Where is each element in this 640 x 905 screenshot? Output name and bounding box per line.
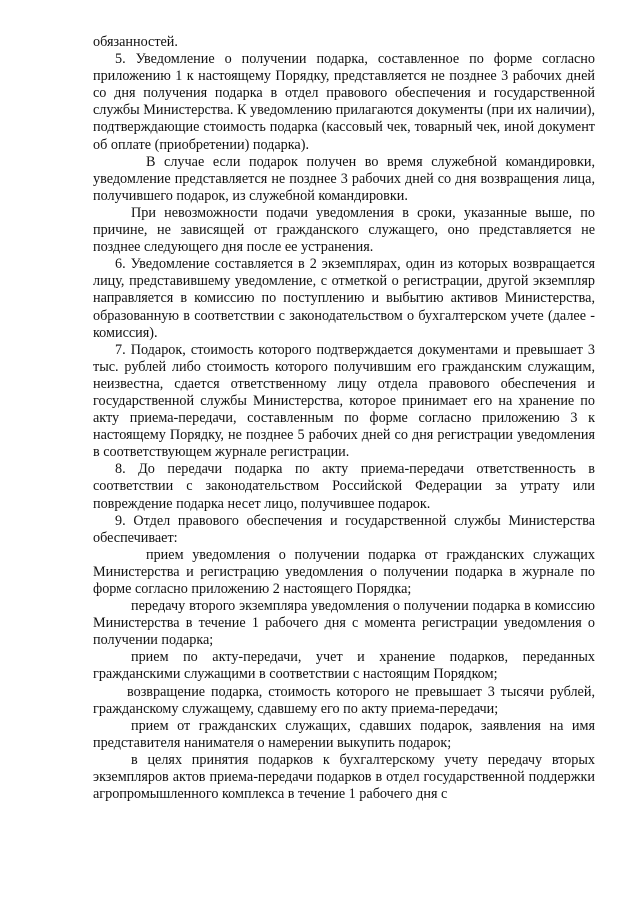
- list-item-buyout-application: прием от гражданских служащих, сдавших подарок, заявления на имя представителя нанимателя о намерении выкупить подарок;: [93, 717, 595, 751]
- paragraph-item-7: 7. Подарок, стоимость которого подтверждается документами и превышает 3 тыс. рублей либо стоимость которого получившим его гражданским служащим, неизвестна, сдается ответственному лицу отдела правового обеспечения и государственной службы Министерства, которое принимает его на хранение по акту приема-передачи, составленным по форме согласно приложению 3 к настоящему Порядку, не позднее 5 рабочих дней со дня регистрации уведомления в соответствующем журнале регистрации.: [93, 341, 595, 461]
- list-item-acceptance-storage: прием по акту-передачи, учет и хранение подарков, переданных гражданскими служащими в соответствии с настоящим Порядком;: [93, 649, 595, 683]
- paragraph-item-5: 5. Уведомление о получении подарка, составленное по форме согласно приложению 1 к настоящему Порядку, представляется не позднее 3 рабочих дней со дня получения подарка в отдел правового обеспечения и государственной службы Министерства. К уведомлению прилагаются документы (при их наличии), подтверждающие стоимость подарка (кассовый чек, товарный чек, иной документ об оплате (приобретении) подарка).: [93, 51, 595, 153]
- document-page: [93, 34, 595, 803]
- paragraph-continuation: обязанностей.: [93, 34, 178, 50]
- list-item-gift-return: возвращение подарка, стоимость которого не превышает 3 тысячи рублей, гражданскому служащему, сдавшему его по акту приема-передачи;: [93, 683, 595, 717]
- paragraph-item-6: 6. Уведомление составляется в 2 экземплярах, один из которых возвращается лицу, представившему уведомление, с отметкой о регистрации, другой экземпляр направляется в комиссию по поступлению и выбытию активов Министерства, образованную в соответствии с законодательством о бухгалтерском учете (далее - комиссия).: [93, 256, 595, 341]
- paragraph-impossibility: При невозможности подачи уведомления в сроки, указанные выше, по причине, не зависящей от гражданского служащего, оно представляется не позднее следующего дня после ее устранения.: [93, 204, 595, 256]
- paragraph-business-trip: В случае если подарок получен во время служебной командировки, уведомление представляется не позднее 3 рабочих дней со дня возвращения лица, получившего подарок, из служебной командировки.: [93, 153, 595, 204]
- list-item-accounting-transfer: в целях принятия подарков к бухгалтерскому учету передачу вторых экземпляров актов приема-передачи подарков в отдел государственной поддержки агропромышленного комплекса в течение 1 рабочего дня с: [93, 751, 595, 803]
- paragraph-item-8: 8. До передачи подарка по акту приема-передачи ответственность в соответствии с законодательством Российской Федерации за утрату или повреждение подарка несет лицо, получившее подарок.: [93, 461, 595, 512]
- list-item-second-copy-transfer: передачу второго экземпляра уведомления о получении подарка в комиссию Министерства в течение 1 рабочего дня с момента регистрации уведомления о получении подарка;: [93, 598, 595, 649]
- paragraph-item-9: 9. Отдел правового обеспечения и государственной службы Министерства обеспечивает:: [93, 512, 595, 546]
- list-item-receipt-registration: прием уведомления о получении подарка от гражданских служащих Министерства и регистрацию уведомления о получении подарка в журнале по форме согласно приложению 2 настоящего Порядка;: [93, 546, 595, 597]
